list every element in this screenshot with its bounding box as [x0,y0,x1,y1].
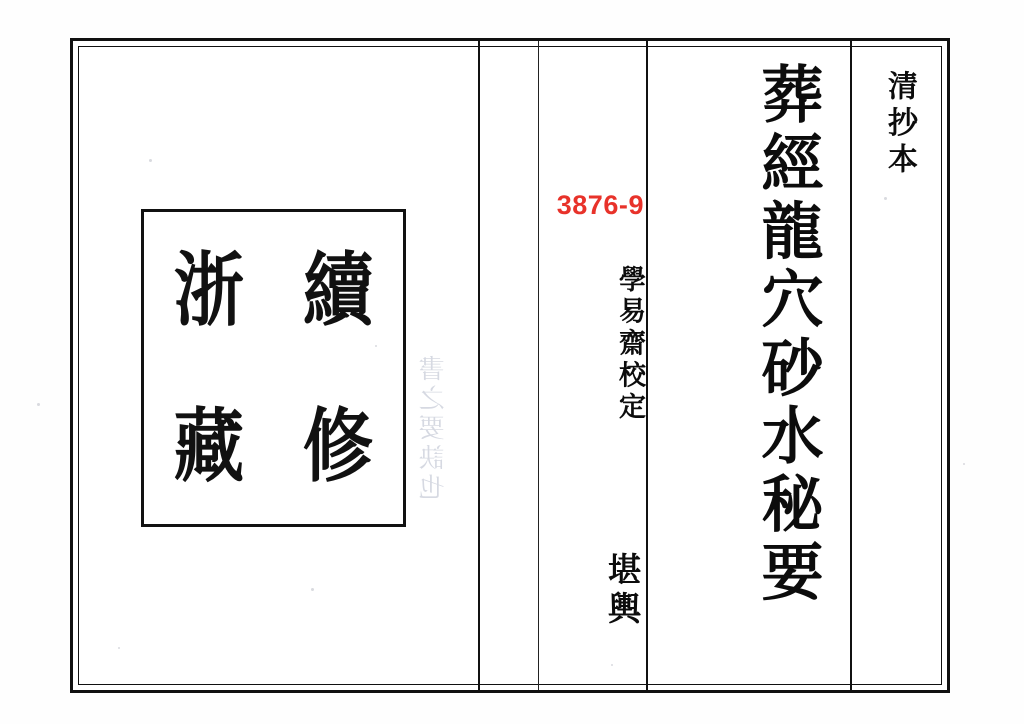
paper-speck [375,345,377,347]
seal-character: 續 [303,243,374,337]
paper-speck [149,159,152,162]
paper-speck [884,197,887,200]
column-rule-1 [478,41,480,690]
collector-seal [141,209,406,527]
book-title: 葬經龍穴砂水秘要 [751,62,824,608]
seal-character: 修 [303,399,374,493]
seal-character: 浙 [173,243,244,337]
paper-speck [118,647,120,649]
paper-speck [37,403,40,406]
subject-label: 堪輿 [603,552,642,630]
editor-note: 學易齋校定 [614,265,645,425]
seal-character: 藏 [173,399,244,493]
seal-character-grid [144,212,403,524]
paper-speck [963,463,965,465]
edition-note: 清抄本 [882,70,917,180]
paper-speck [311,588,314,591]
paper-speck [611,664,613,666]
column-rule-4 [850,41,852,690]
catalog-number: 3876-9 [556,190,644,220]
reverse-side-showthrough: 書之要訣也 [419,355,449,504]
column-rule-2 [538,41,539,690]
